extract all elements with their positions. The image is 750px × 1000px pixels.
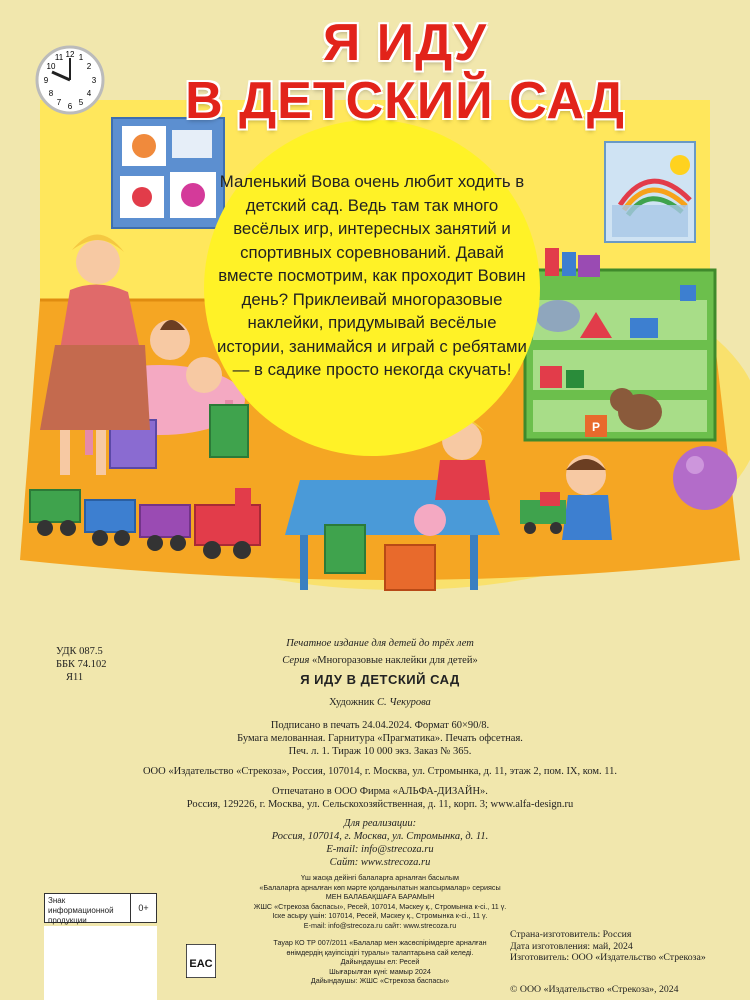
kz-line: Дайындаушы ел: Ресей bbox=[340, 957, 420, 967]
eac-mark: EAC bbox=[189, 958, 213, 970]
artist-line bbox=[200, 696, 560, 709]
title-line-1: Я ИДУ bbox=[322, 14, 488, 72]
info-product-label: Знак информационной продукции bbox=[48, 896, 114, 925]
maker-line: Изготовитель: ООО «Издательство «Стрекоза» bbox=[510, 952, 706, 963]
printer-line: Отпечатано в ООО Фирма «АЛЬФА-ДИЗАЙН». bbox=[272, 786, 488, 797]
clock-number: 6 bbox=[67, 102, 73, 111]
kz-line: «Балаларға арналған көп мәрте қолданылатын жапсырмалар» сериясы bbox=[259, 882, 501, 892]
copyright: © ООО «Издательство «Стрекоза», 2024 bbox=[510, 984, 679, 995]
kz-line: Іске асыру үшін: 107014, Ресей, Мәскеу қ., Стромынка к-сі., 11 ү. bbox=[272, 911, 488, 921]
kz-line: Тауар КО ТР 007/2011 «Балалар мен жасөспірімдерге арналған bbox=[273, 938, 487, 947]
kazakh-info-1 bbox=[200, 873, 560, 931]
classification-codes bbox=[56, 645, 107, 684]
country-line: Страна-изготовитель: Россия bbox=[510, 929, 632, 940]
book-cover-title bbox=[150, 14, 660, 130]
clock-number: 10 bbox=[46, 62, 56, 71]
title-line-2: В ДЕТСКИЙ САД bbox=[185, 72, 625, 130]
series-name: «Многоразовые наклейки для детей» bbox=[312, 655, 478, 666]
manufacturer-info bbox=[510, 929, 740, 964]
print-details bbox=[200, 719, 560, 758]
imprint-section bbox=[0, 628, 750, 1000]
book-title: Я ИДУ В ДЕТСКИЙ САД bbox=[300, 672, 460, 687]
blurb-text: Маленький Вова очень любит ходить в детский сад. Ведь там так много весёлых игр, интересных занятий и спортивных соревнований. Давай вместе посмотрим, как проходит Вовин день? Приклеивай многоразовые наклейки, придумывай весёлые истории, занимайся и играй с ребятами — в садике просто некогда скучать! bbox=[217, 172, 527, 379]
artist-name: С. Чекурова bbox=[376, 697, 431, 708]
clock-number: 2 bbox=[86, 62, 92, 71]
catalog-code: Я11 bbox=[66, 672, 84, 683]
clock-icon bbox=[37, 47, 103, 113]
eac-icon bbox=[186, 944, 216, 978]
clock-number: 1 bbox=[78, 53, 84, 62]
publisher-address: ООО «Издательство «Стрекоза», Россия, 107014, г. Москва, ул. Стромынка, д. 11, этаж 2, пом. IX, ком. 11. bbox=[142, 766, 618, 777]
print-detail-line: Печ. л. 1. Тираж 10 000 экз. Заказ № 365. bbox=[288, 746, 472, 757]
clock-number: 9 bbox=[43, 76, 49, 85]
ball bbox=[673, 446, 737, 510]
clock-number: 11 bbox=[54, 53, 64, 62]
clock-number: 3 bbox=[91, 76, 97, 85]
sales-line: Сайт: www.strecoza.ru bbox=[329, 857, 431, 868]
artist-label: Художник bbox=[329, 697, 375, 708]
printer-info bbox=[130, 785, 630, 811]
kz-line: ЖШС «Стрекоза баспасы», Ресей, 107014, Мәскеу қ., Стромынка к-сі., 11 ү. bbox=[253, 901, 507, 911]
age-rating: 0+ bbox=[130, 894, 156, 922]
bbk-code: ББК 74.102 bbox=[56, 659, 107, 670]
info-product-mark bbox=[44, 893, 157, 923]
sales-line: E-mail: info@strecoza.ru bbox=[326, 844, 434, 855]
kz-line: өнімдердің қауіпсіздігі туралы» талаптарына сай келеді. bbox=[286, 947, 474, 957]
sales-line: Россия, 107014, г. Москва, ул. Стромынка, д. 11. bbox=[271, 831, 489, 842]
picture-board bbox=[112, 118, 224, 228]
clock-number: 8 bbox=[48, 89, 54, 98]
sales-line: Для реализации: bbox=[343, 818, 417, 829]
print-detail-line: Подписано в печать 24.04.2024. Формат 60×90/8. bbox=[270, 720, 490, 731]
sales-info bbox=[200, 817, 560, 869]
clock-number: 7 bbox=[56, 98, 62, 107]
series-line bbox=[200, 654, 560, 667]
kazakh-info-2 bbox=[200, 938, 560, 986]
clock-number: 4 bbox=[86, 89, 92, 98]
clock-number: 12 bbox=[65, 50, 75, 59]
kz-line: Дайындаушы: ЖШС «Стрекоза баспасы» bbox=[310, 976, 450, 986]
clock-number: 5 bbox=[78, 98, 84, 107]
toy-block-letter: Р bbox=[591, 420, 601, 434]
series-label: Серия bbox=[282, 655, 310, 666]
print-detail-line: Бумага мелованная. Гарнитура «Прагматика». Печать офсетная. bbox=[237, 733, 523, 744]
kz-line: МЕН БАЛАБАҚШАҒА БАРАМЫН bbox=[325, 892, 435, 902]
rainbow-board bbox=[605, 142, 695, 242]
kz-line: Шығарылған күні: мамыр 2024 bbox=[329, 966, 431, 976]
made-date-line: Дата изготовления: май, 2024 bbox=[510, 940, 633, 952]
audience-note: Печатное издание для детей до трёх лет bbox=[286, 638, 474, 649]
udk-code: УДК 087.5 bbox=[56, 646, 103, 657]
kz-line: Үш жасқа дейінгі балаларға арналған басылым bbox=[301, 873, 459, 882]
kz-line: E-mail: info@strecoza.ru сайт: www.strecoza.ru bbox=[303, 920, 457, 930]
barcode-area bbox=[44, 926, 157, 1000]
printer-line: Россия, 129226, г. Москва, ул. Сельскохозяйственная, д. 11, корп. 3; www.alfa-design.ru bbox=[186, 799, 574, 810]
